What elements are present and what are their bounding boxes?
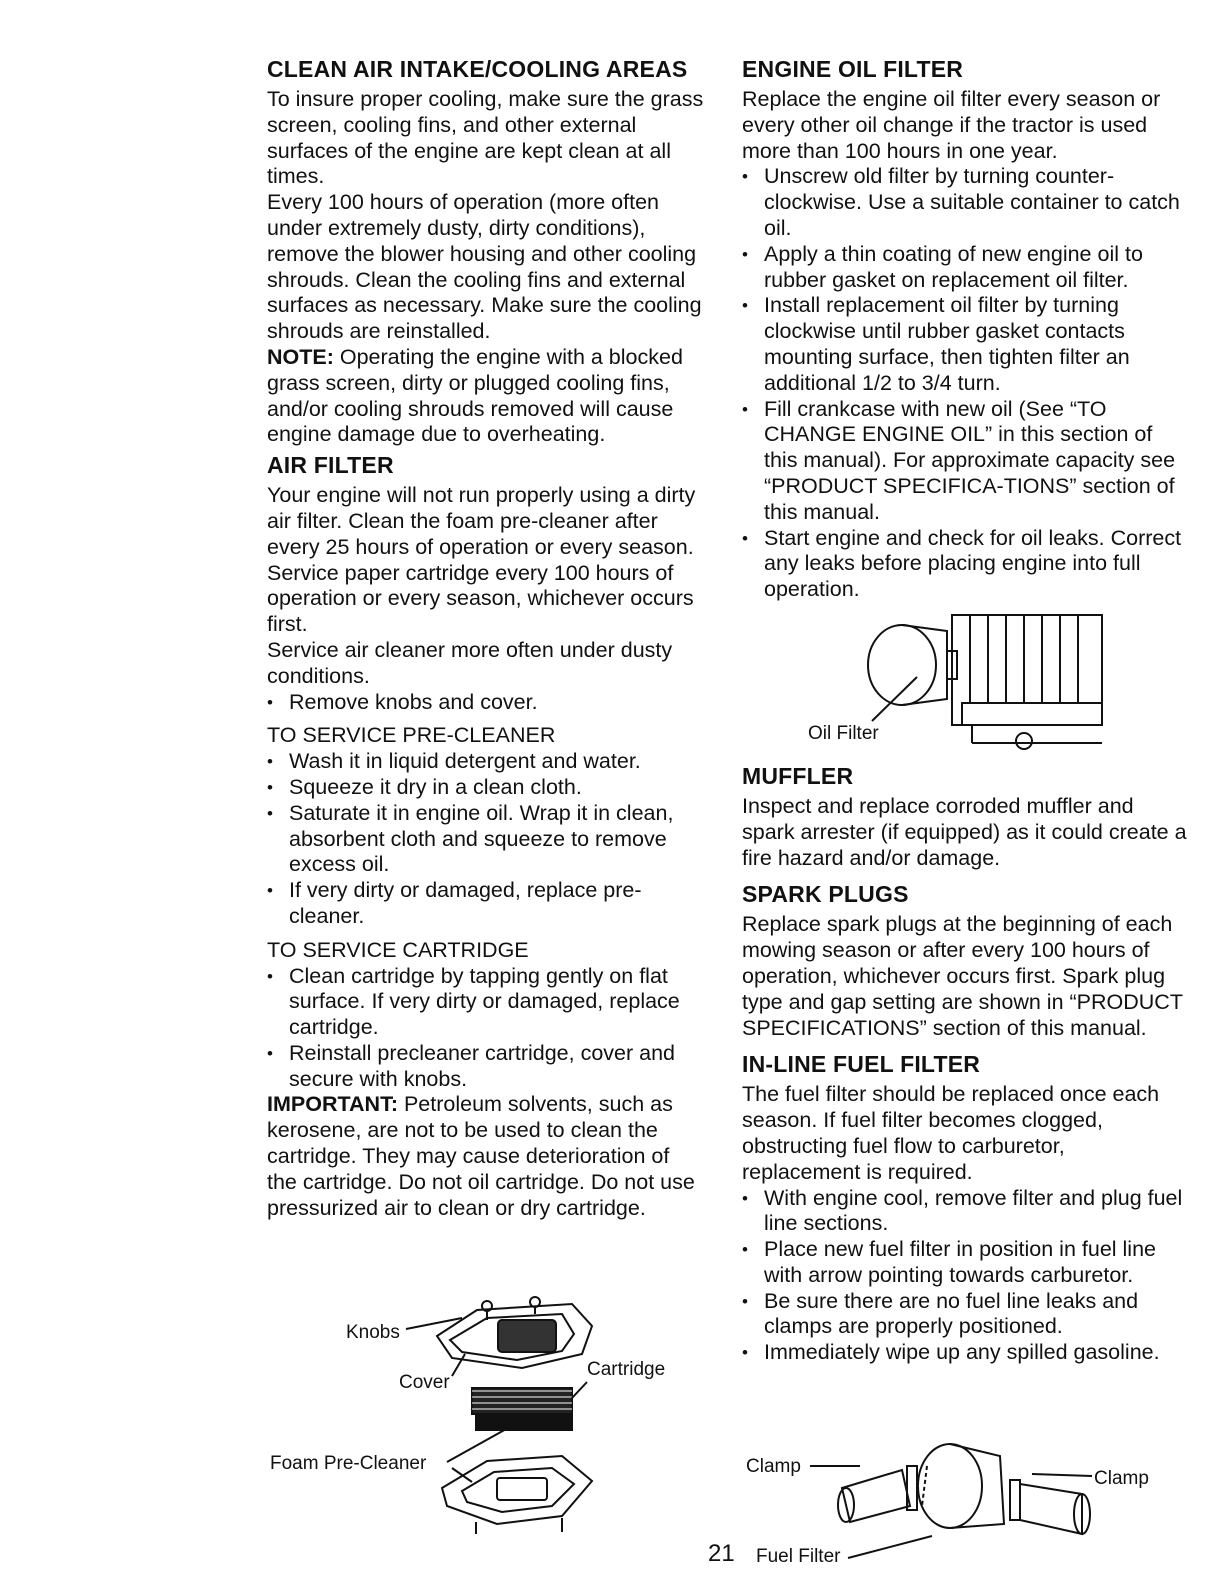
oil-filter-label: Oil Filter — [808, 722, 879, 744]
fuel-filter-bullets — [742, 1186, 1187, 1367]
bullet-item: • Immediately wipe up any spilled gasoline. — [742, 1340, 1187, 1366]
bullet-item: • Place new fuel filter in position in fuel line with arrow pointing towards carburetor. — [742, 1237, 1187, 1289]
cartridge-subheading: TO SERVICE CARTRIDGE — [267, 937, 529, 962]
important-text: Petroleum solvents, such as kerosene, are not to be used to clean the cartridge. They may cause deterioration of the cartridge. Do not oil cartridge. Do not use pressurized air to clean or dry cartridge. — [267, 1092, 695, 1220]
fuel-filter-label: Fuel Filter — [756, 1546, 841, 1567]
bullet-item: • With engine cool, remove filter and plug fuel line sections. — [742, 1186, 1187, 1238]
air-filter-paragraph-2: Service air cleaner more often under dusty conditions. — [267, 637, 673, 688]
muffler-heading: MUFFLER — [742, 762, 854, 789]
bullet-item: • Fill crankcase with new oil (See “TO CHANGE ENGINE OIL” in this section of this manual). For approximate capacity see “PRODUCT SPECIFICA-TIONS” section of this manual. — [742, 397, 1187, 526]
clean-air-note — [267, 345, 705, 448]
muffler-paragraph: Inspect and replace corroded muffler and spark arrester (if equipped) as it could create a fire hazard and/or damage. — [742, 793, 1187, 870]
fuel-filter-paragraph: The fuel filter should be replaced once each season. If fuel filter becomes clogged, obstructing fuel flow to carburetor, replacement is required. — [742, 1082, 1160, 1184]
bullet-item: • Wash it in liquid detergent and water. — [267, 749, 705, 775]
air-filter-paragraph-1: Your engine will not run properly using a dirty air filter. Clean the foam pre-cleaner after every 25 hours of operation or every season. Service paper cartridge every 100 hours of operation or every season, whichever occurs first. — [267, 483, 696, 637]
foam-pre-cleaner-label: Foam Pre-Cleaner — [270, 1453, 427, 1474]
bullet-item: • Remove knobs and cover. — [267, 690, 705, 716]
oil-filter-paragraph: Replace the engine oil filter every season or every other oil change if the tractor is used more than 100 hours in one year. — [742, 87, 1161, 163]
in-line-fuel-filter-heading: IN-LINE FUEL FILTER — [742, 1051, 981, 1078]
air-filter-heading: AIR FILTER — [267, 452, 394, 479]
bullet-item: • If very dirty or damaged, replace pre-cleaner. — [267, 878, 705, 930]
important-label: IMPORTANT: — [267, 1092, 398, 1117]
clean-air-paragraph-1: To insure proper cooling, make sure the grass screen, cooling fins, and other external surfaces of the engine are kept clean at all times. — [267, 87, 704, 189]
engine-oil-filter-heading: ENGINE OIL FILTER — [742, 56, 964, 82]
air-filter-bullets — [267, 690, 705, 716]
bullet-item: • Install replacement oil filter by turning clockwise until rubber gasket contacts mounting surface, then tighten filter an additional 1/2 to 3/4 turn. — [742, 293, 1187, 396]
cartridge-bullets — [267, 964, 705, 1093]
pre-cleaner-subheading: TO SERVICE PRE-CLEANER — [267, 723, 556, 748]
clean-air-heading: CLEAN AIR INTAKE/COOLING AREAS — [267, 56, 688, 82]
cartridge-label: Cartridge — [587, 1359, 666, 1380]
note-text: Operating the engine with a blocked grass screen, dirty or plugged cooling fins, and/or cooling shrouds removed will cause engine damage due to overheating. — [267, 344, 683, 447]
clamp-right-label: Clamp — [1094, 1468, 1149, 1489]
clean-air-paragraph-2: Every 100 hours of operation (more often under extremely dusty, dirty conditions), remove the blower housing and other cooling shrouds. Clean the cooling fins and external surfaces as necessary. Make sure the cooling shrouds are reinstalled. — [267, 190, 702, 344]
page-number: 21 — [708, 1540, 735, 1567]
knobs-label: Knobs — [346, 1322, 400, 1343]
clamp-left-label: Clamp — [746, 1456, 801, 1477]
spark-plugs-paragraph: Replace spark plugs at the beginning of each mowing season or after every 100 hours of operation, whichever occurs first. Spark plug type and gap setting are shown in “PRODUCT SPECIFICATIONS” section of this manual. — [742, 912, 1183, 1040]
bullet-item: • Be sure there are no fuel line leaks and clamps are properly positioned. — [742, 1289, 1187, 1341]
spark-plugs-heading: SPARK PLUGS — [742, 881, 909, 908]
oil-filter-bullets — [742, 164, 1187, 603]
bullet-item: • Apply a thin coating of new engine oil to rubber gasket on replacement oil filter. — [742, 242, 1187, 294]
bullet-item: • Squeeze it dry in a clean cloth. — [267, 775, 705, 801]
bullet-item: • Saturate it in engine oil. Wrap it in clean, absorbent cloth and squeeze to remove excess oil. — [267, 801, 705, 878]
fuel-filter-diagram — [742, 1436, 1182, 1576]
bullet-item: • Unscrew old filter by turning counter-clockwise. Use a suitable container to catch oil. — [742, 164, 1187, 241]
important-note — [267, 1092, 705, 1221]
pre-cleaner-bullets — [267, 749, 705, 930]
bullet-item: • Clean cartridge by tapping gently on flat surface. If very dirty or damaged, replace cartridge. — [267, 964, 705, 1041]
bullet-item: • Start engine and check for oil leaks. Correct any leaks before placing engine into full operation. — [742, 526, 1187, 603]
left-column — [267, 56, 705, 1221]
air-filter-diagram — [262, 1296, 702, 1536]
note-label: NOTE: — [267, 344, 334, 369]
air-filter-drawing — [262, 1296, 702, 1536]
oil-filter-diagram — [742, 603, 1187, 753]
bullet-item: • Reinstall precleaner cartridge, cover and secure with knobs. — [267, 1041, 705, 1093]
cover-label: Cover — [399, 1372, 450, 1393]
right-column — [742, 56, 1187, 1366]
